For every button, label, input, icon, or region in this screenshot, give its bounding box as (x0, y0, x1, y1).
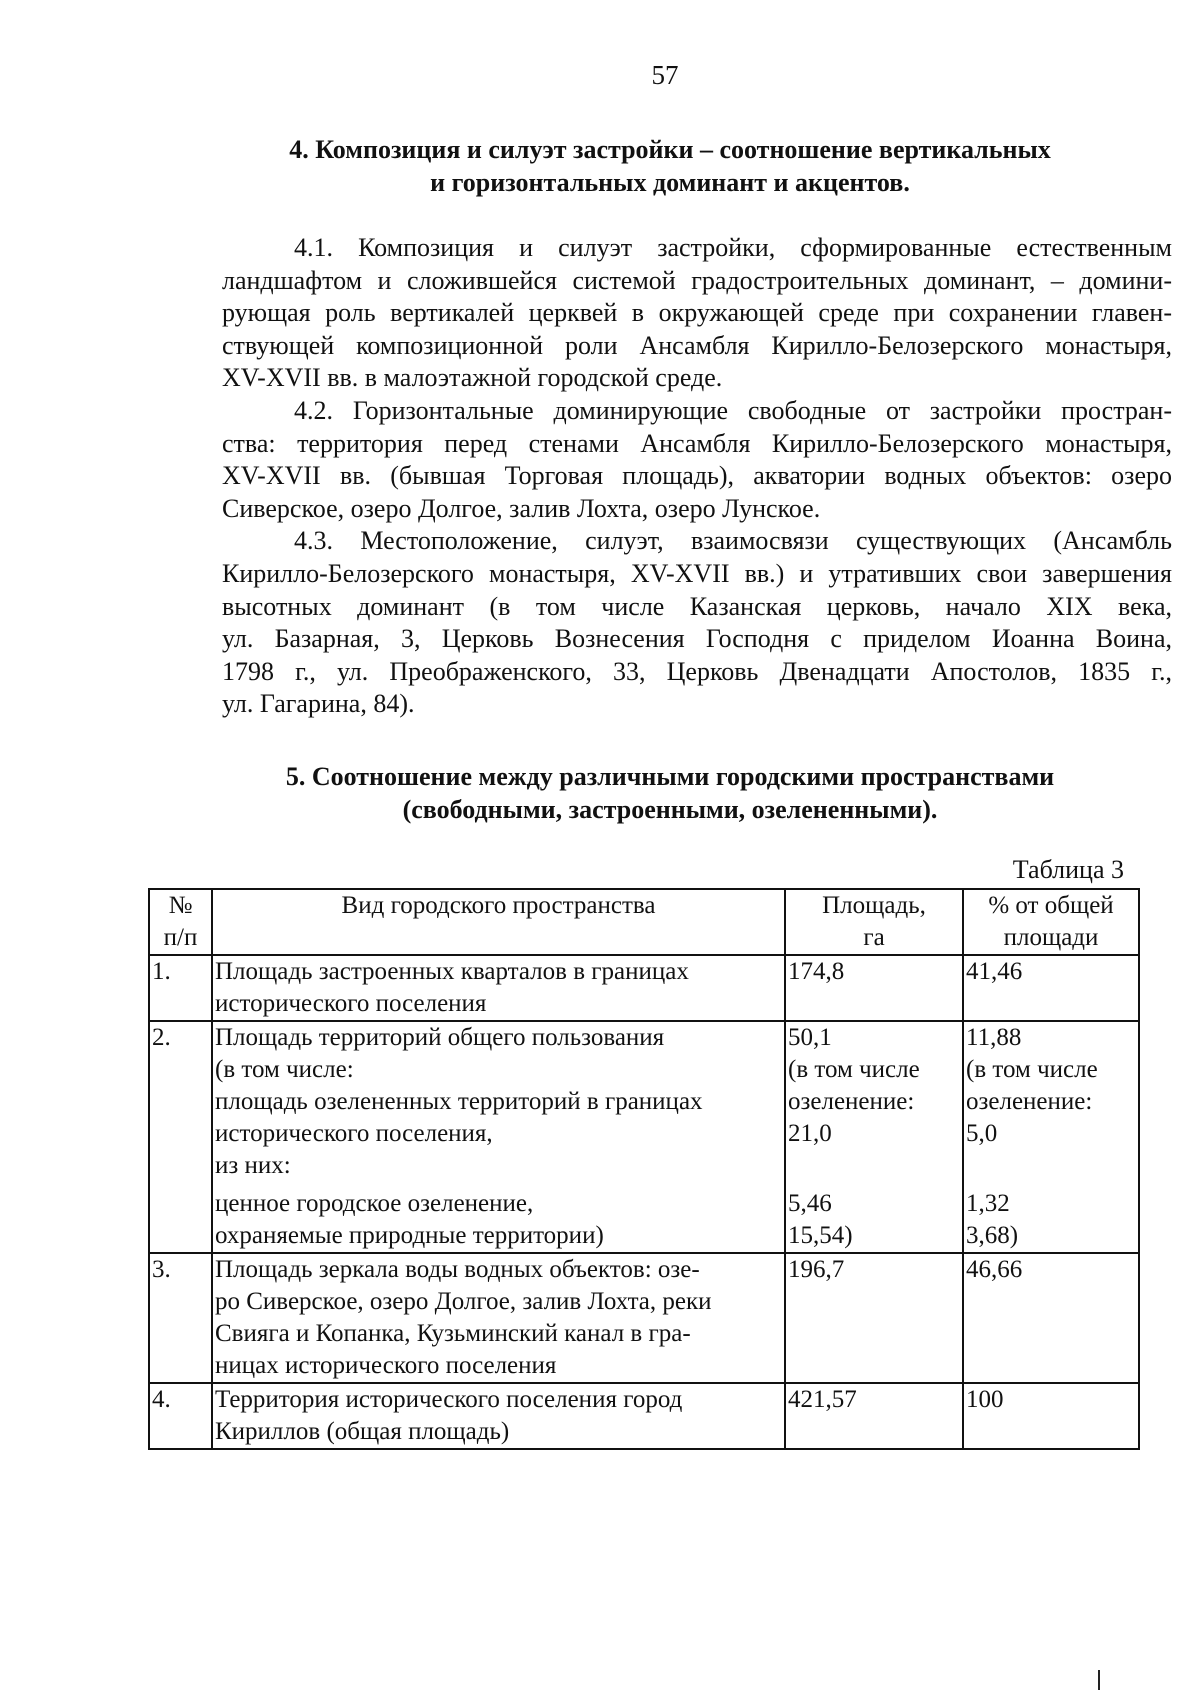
cell-number: 1. (149, 955, 212, 1021)
cell-area (785, 1021, 963, 1253)
cell-area: 174,8 (785, 955, 963, 1021)
cell-text-line: 3,68) (966, 1222, 1019, 1249)
text-line: XV-XVII вв. в малоэтажной городской среде. (222, 363, 723, 393)
cell-text-line: 1,32 (966, 1190, 1010, 1217)
cell-percent: 46,66 (963, 1253, 1139, 1383)
section-4-title-line-2: и горизонтальных доминант и акцентов. (430, 168, 910, 197)
cell-area: 196,7 (785, 1253, 963, 1383)
header-percent (963, 889, 1139, 955)
cell-space-type (212, 955, 785, 1021)
cell-text-line: Площадь территорий общего пользования (215, 1024, 665, 1051)
header-percent-line-1: % от общей (988, 892, 1114, 919)
cell-text-line: Площадь зеркала воды водных объектов: озе- (215, 1256, 700, 1283)
text-line: ул. Базарная, 3, Церковь Вознесения Господня с приделом Иоанна Воина, (222, 624, 1172, 654)
cell-number: 4. (149, 1383, 212, 1449)
header-area-line-2: га (863, 924, 885, 951)
cell-text-line: озеленение: (966, 1088, 1093, 1115)
text-line: ул. Гагарина, 84). (222, 689, 415, 719)
header-space-type: Вид городского пространства (212, 889, 785, 955)
table-header-row (149, 889, 1139, 955)
cell-percent: 41,46 (963, 955, 1139, 1021)
text-line: ства: территория перед стенами Ансамбля Кирилло-Белозерского монастыря, (222, 428, 1172, 458)
cell-percent (963, 1021, 1139, 1253)
table-row (149, 1253, 1139, 1383)
cell-space-type (212, 1021, 785, 1253)
cell-text-line: площадь озелененных территорий в границах (215, 1088, 703, 1115)
cell-text-line: ценное городское озеленение, (215, 1190, 534, 1217)
table-caption: Таблица 3 (1012, 855, 1124, 884)
cell-text-line: Свияга и Копанка, Кузьминский канал в гра- (215, 1320, 691, 1347)
cell-text-line: (в том числе (788, 1056, 920, 1083)
cell-text-line: 11,88 (966, 1024, 1022, 1051)
cell-text-line: из них: (215, 1152, 291, 1179)
cell-text-line: 5,0 (966, 1120, 998, 1147)
text-line: ландшафтом и сложившейся системой градостроительных доминант, – домини- (222, 265, 1172, 295)
header-area-line-1: Площадь, (822, 892, 926, 919)
text-line: Кирилло-Белозерского монастыря, XV-XVII вв.) и утративших свои завершения (222, 558, 1172, 588)
section-5-title-line-2: (свободными, застроенными, озелененными). (402, 795, 938, 824)
cell-number: 3. (149, 1253, 212, 1383)
text-line: 4.3. Местоположение, силуэт, взаимосвязи существующих (Ансамбль (294, 526, 1172, 556)
table-row (149, 1021, 1139, 1253)
cell-area: 421,57 (785, 1383, 963, 1449)
text-line: Сиверское, озеро Долгое, залив Лохта, озеро Лунское. (222, 493, 821, 523)
paragraph-4-2 (150, 395, 1172, 525)
text-line: рующая роль вертикалей церквей в окружающей среде при сохранении главен- (222, 298, 1172, 328)
cell-text-line: 5,46 (788, 1190, 832, 1217)
section-4-title (160, 133, 1180, 199)
header-percent-line-2: площади (1003, 924, 1099, 951)
cell-text-line: (в том числе (966, 1056, 1098, 1083)
header-number (149, 889, 212, 955)
paragraph-4-3 (150, 525, 1172, 721)
cell-space-type (212, 1383, 785, 1449)
cell-number: 2. (149, 1021, 212, 1253)
cell-text-line: Территория исторического поселения город (215, 1386, 683, 1413)
cell-text-line: 21,0 (788, 1120, 832, 1147)
land-use-table (148, 888, 1140, 1450)
table-row (149, 1383, 1139, 1449)
cell-text-line: ницах исторического поселения (215, 1352, 557, 1379)
section-4-title-line-1: 4. Композиция и силуэт застройки – соотношение вертикальных (289, 135, 1051, 164)
cell-text-line: охраняемые природные территории) (215, 1222, 604, 1249)
cell-text-line: (в том числе: (215, 1056, 354, 1083)
page-number: 57 (651, 60, 679, 90)
section-5-title-line-1: 5. Соотношение между различными городскими пространствами (285, 762, 1055, 791)
text-line: 4.2. Горизонтальные доминирующие свободные от застройки простран- (294, 395, 1172, 425)
cell-space-type (212, 1253, 785, 1383)
text-line: высотных доминант (в том числе Казанская церковь, начало XIX века, (222, 591, 1172, 621)
section-4-body (150, 232, 1172, 721)
cell-text-line: ро Сиверское, озеро Долгое, залив Лохта, реки (215, 1288, 712, 1315)
header-number-line-1: № (168, 892, 193, 919)
table-row (149, 955, 1139, 1021)
cell-text-line: исторического поселения, (215, 1120, 493, 1147)
cell-text-line: 50,1 (788, 1024, 832, 1051)
header-number-line-2: п/п (163, 924, 198, 951)
text-line: ствующей композиционной роли Ансамбля Кирилло-Белозерского монастыря, (222, 330, 1172, 360)
header-area (785, 889, 963, 955)
cell-text-line: исторического поселения (215, 990, 487, 1017)
cell-empty-line (788, 1150, 960, 1182)
cell-empty-line (966, 1150, 1136, 1182)
paragraph-4-1 (150, 232, 1172, 395)
text-line: XV-XVII вв. (бывшая Торговая площадь), акватории водных объектов: озеро (222, 461, 1172, 491)
cell-text-line: озеленение: (788, 1088, 915, 1115)
margin-mark (1098, 1670, 1100, 1690)
section-5-title (160, 760, 1180, 826)
text-line: 1798 г., ул. Преображенского, 33, Церковь Двенадцати Апостолов, 1835 г., (222, 656, 1172, 686)
cell-text-line: 15,54) (788, 1222, 853, 1249)
text-line: 4.1. Композиция и силуэт застройки, сформированные естественным (294, 233, 1172, 262)
cell-percent: 100 (963, 1383, 1139, 1449)
cell-text-line: Площадь застроенных кварталов в границах (215, 958, 689, 985)
cell-text-line: Кириллов (общая площадь) (215, 1418, 510, 1445)
